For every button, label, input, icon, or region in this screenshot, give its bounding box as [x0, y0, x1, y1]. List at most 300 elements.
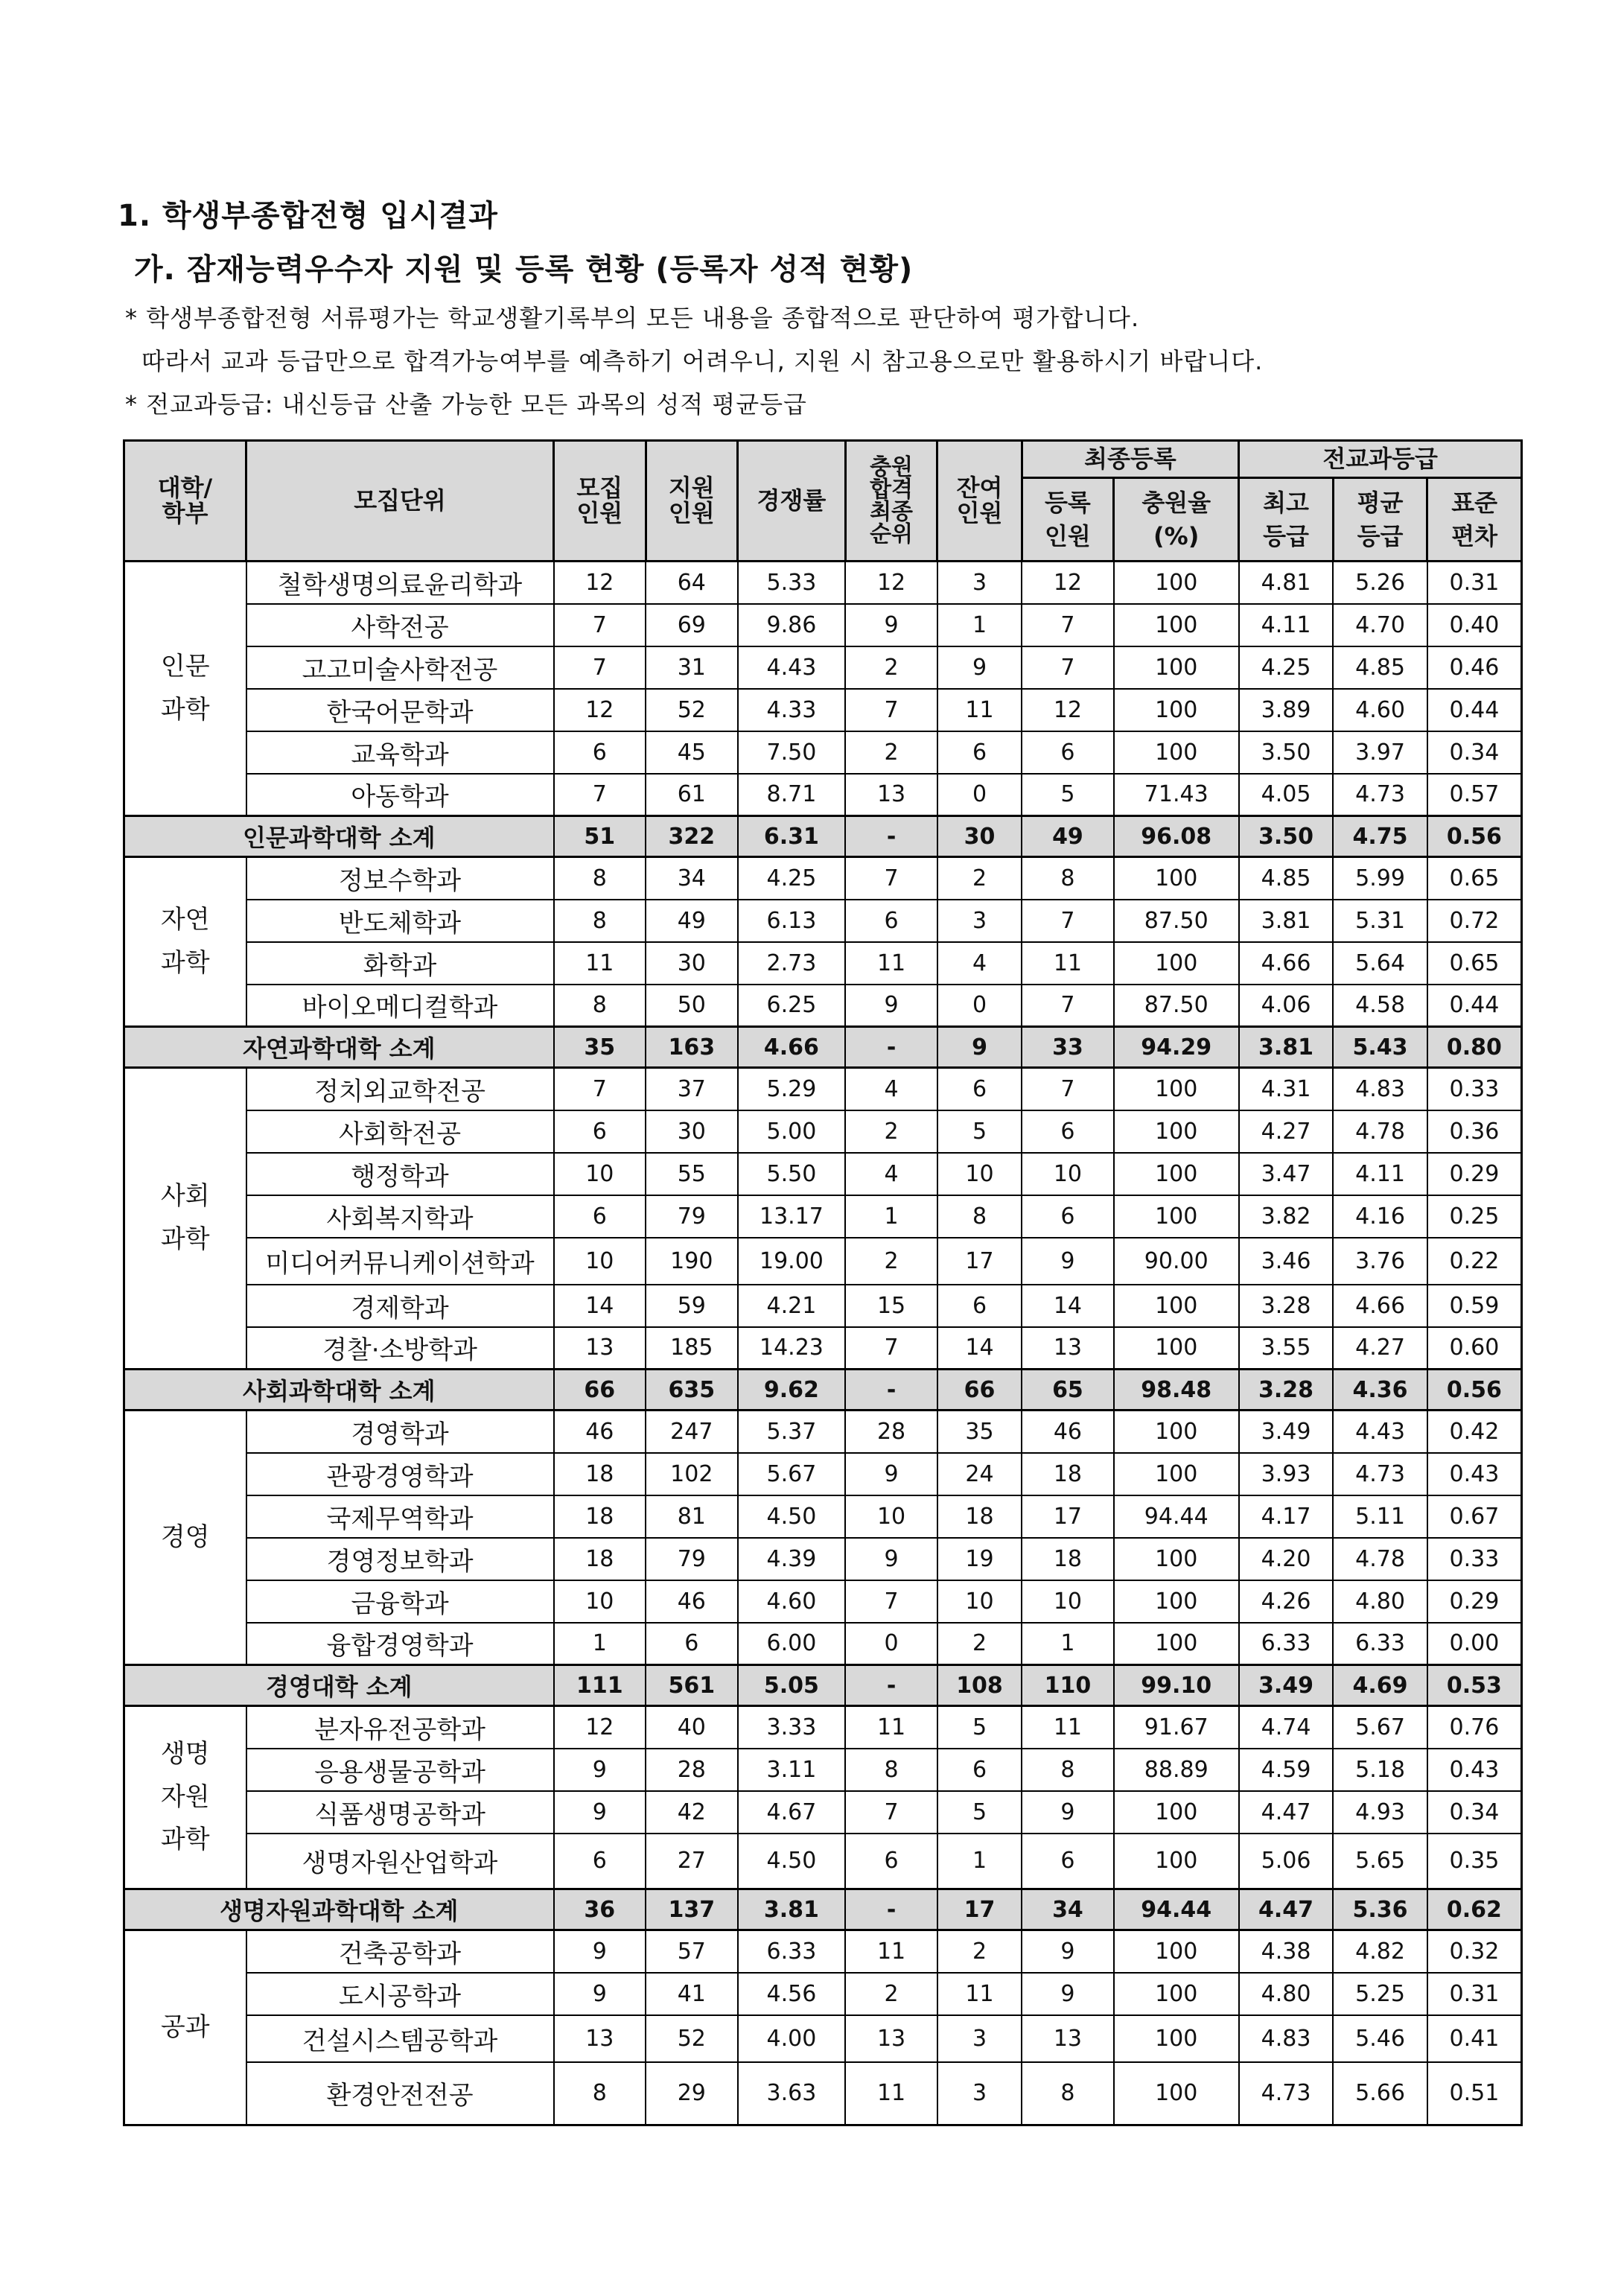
value-cell: 0.44: [1427, 689, 1522, 731]
value-cell: 0.33: [1427, 1068, 1522, 1110]
value-cell: 100: [1114, 1153, 1239, 1195]
value-cell: 12: [554, 1706, 646, 1749]
college-cell: 경영: [124, 1411, 246, 1665]
value-cell: 59: [646, 1285, 738, 1327]
table-row: [124, 1749, 1522, 1791]
value-cell: 100: [1114, 1623, 1239, 1665]
value-cell: 8: [1022, 1749, 1114, 1791]
subtotal-label: 자연과학대학 소계: [124, 1027, 554, 1068]
value-cell: 4.80: [1333, 1580, 1427, 1623]
value-cell: 87.50: [1114, 985, 1239, 1027]
value-cell: 1: [554, 1623, 646, 1665]
value-cell: 34: [646, 857, 738, 900]
value-cell: 8: [554, 2062, 646, 2125]
value-cell: 2: [845, 1110, 937, 1153]
value-cell: 13: [845, 2015, 937, 2062]
table-row: [124, 1580, 1522, 1623]
value-cell: 0.44: [1427, 985, 1522, 1027]
value-cell: 7: [554, 774, 646, 816]
value-cell: 9: [845, 604, 937, 646]
subtotal-row: [124, 816, 1522, 857]
value-cell: 0.33: [1427, 1538, 1522, 1580]
value-cell: 15: [845, 1285, 937, 1327]
value-cell: 24: [937, 1453, 1022, 1495]
value-cell: 6: [937, 1749, 1022, 1791]
value-cell: 9: [937, 646, 1022, 689]
table-row: [124, 1791, 1522, 1834]
value-cell: 0.42: [1427, 1411, 1522, 1453]
value-cell: 4.00: [738, 2015, 846, 2062]
value-cell: 7: [554, 604, 646, 646]
unit-cell: 국제무역학과: [246, 1495, 554, 1538]
value-cell: 30: [646, 1110, 738, 1153]
value-cell: 4.83: [1333, 1068, 1427, 1110]
value-cell: 100: [1114, 942, 1239, 985]
value-cell: 3.49: [1239, 1411, 1334, 1453]
value-cell: 4.73: [1333, 1453, 1427, 1495]
value-cell: 4: [937, 942, 1022, 985]
value-cell: 7.50: [738, 731, 846, 774]
value-cell: 6.33: [738, 1930, 846, 1973]
value-cell: 0.72: [1427, 900, 1522, 942]
value-cell: 7: [1022, 1068, 1114, 1110]
subtotal-label: 인문과학대학 소계: [124, 816, 554, 857]
value-cell: 3.50: [1239, 731, 1334, 774]
value-cell: 3.46: [1239, 1238, 1334, 1285]
value-cell: 5.67: [738, 1453, 846, 1495]
value-cell: 11: [937, 689, 1022, 731]
value-cell: 18: [937, 1495, 1022, 1538]
header-best-grade: 최고 등급: [1239, 478, 1334, 562]
value-cell: 247: [646, 1411, 738, 1453]
table-row: [124, 1538, 1522, 1580]
table-row: [124, 1238, 1522, 1285]
value-cell: 6: [554, 1110, 646, 1153]
value-cell: 19.00: [738, 1238, 846, 1285]
value-cell: 8: [1022, 2062, 1114, 2125]
unit-cell: 교육학과: [246, 731, 554, 774]
value-cell: 4.38: [1239, 1930, 1334, 1973]
subtotal-label: 생명자원과학대학 소계: [124, 1889, 554, 1930]
value-cell: 46: [554, 1411, 646, 1453]
value-cell: 12: [1022, 689, 1114, 731]
value-cell: 6.25: [738, 985, 846, 1027]
subtotal-value: 36: [554, 1889, 646, 1930]
value-cell: 4.56: [738, 1973, 846, 2015]
unit-cell: 식품생명공학과: [246, 1791, 554, 1834]
value-cell: 6: [937, 731, 1022, 774]
value-cell: 29: [646, 2062, 738, 2125]
value-cell: 3.55: [1239, 1327, 1334, 1370]
value-cell: 100: [1114, 1834, 1239, 1889]
subtotal-value: 322: [646, 816, 738, 857]
header-college: 대학/ 학부: [124, 441, 246, 562]
value-cell: 100: [1114, 1110, 1239, 1153]
value-cell: 4.43: [738, 646, 846, 689]
note-1: * 학생부종합전형 서류평가는 학교생활기록부의 모든 내용을 종합적으로 판단하여 평가합니다.: [125, 304, 1140, 332]
table-row: [124, 1930, 1522, 1973]
subtotal-value: 3.50: [1239, 816, 1334, 857]
unit-cell: 금융학과: [246, 1580, 554, 1623]
unit-cell: 경찰·소방학과: [246, 1327, 554, 1370]
value-cell: 3.33: [738, 1706, 846, 1749]
value-cell: 8: [845, 1749, 937, 1791]
value-cell: 3.93: [1239, 1453, 1334, 1495]
subtotal-value: 6.31: [738, 816, 846, 857]
value-cell: 5: [937, 1791, 1022, 1834]
value-cell: 2.73: [738, 942, 846, 985]
value-cell: 11: [845, 1930, 937, 1973]
subtotal-value: 33: [1022, 1027, 1114, 1068]
unit-cell: 사회복지학과: [246, 1195, 554, 1238]
value-cell: 64: [646, 562, 738, 604]
value-cell: 100: [1114, 1285, 1239, 1327]
header-avg-grade: 평균 등급: [1333, 478, 1427, 562]
value-cell: 31: [646, 646, 738, 689]
value-cell: 10: [937, 1153, 1022, 1195]
value-cell: 13: [554, 1327, 646, 1370]
value-cell: 4.20: [1239, 1538, 1334, 1580]
value-cell: 0.59: [1427, 1285, 1522, 1327]
subtotal-value: 5.36: [1333, 1889, 1427, 1930]
value-cell: 6: [554, 1195, 646, 1238]
value-cell: 4.11: [1333, 1153, 1427, 1195]
table-row: [124, 1706, 1522, 1749]
value-cell: 4.25: [738, 857, 846, 900]
value-cell: 90.00: [1114, 1238, 1239, 1285]
subtotal-value: 137: [646, 1889, 738, 1930]
value-cell: 3.89: [1239, 689, 1334, 731]
subtotal-row: [124, 1370, 1522, 1411]
value-cell: 0.43: [1427, 1749, 1522, 1791]
value-cell: 18: [554, 1538, 646, 1580]
header-grade-group: 전교과등급: [1239, 441, 1522, 478]
subtotal-value: 0.62: [1427, 1889, 1522, 1930]
value-cell: 7: [554, 1068, 646, 1110]
value-cell: 11: [554, 942, 646, 985]
section-heading: 1. 학생부종합전형 입시결과: [118, 199, 498, 233]
value-cell: 5.31: [1333, 900, 1427, 942]
value-cell: 46: [646, 1580, 738, 1623]
value-cell: 81: [646, 1495, 738, 1538]
value-cell: 10: [845, 1495, 937, 1538]
subtotal-value: 3.81: [738, 1889, 846, 1930]
value-cell: 0.60: [1427, 1327, 1522, 1370]
value-cell: 5.33: [738, 562, 846, 604]
value-cell: 4.78: [1333, 1110, 1427, 1153]
unit-cell: 환경안전전공: [246, 2062, 554, 2125]
value-cell: 4.05: [1239, 774, 1334, 816]
value-cell: 0.57: [1427, 774, 1522, 816]
value-cell: 45: [646, 731, 738, 774]
value-cell: 2: [845, 731, 937, 774]
value-cell: 94.44: [1114, 1495, 1239, 1538]
value-cell: 4.81: [1239, 562, 1334, 604]
value-cell: 5.37: [738, 1411, 846, 1453]
value-cell: 5: [937, 1110, 1022, 1153]
value-cell: 185: [646, 1327, 738, 1370]
value-cell: 10: [554, 1153, 646, 1195]
value-cell: 79: [646, 1195, 738, 1238]
value-cell: 52: [646, 2015, 738, 2062]
value-cell: 13: [1022, 2015, 1114, 2062]
value-cell: 0.32: [1427, 1930, 1522, 1973]
value-cell: 5.26: [1333, 562, 1427, 604]
subtotal-value: 561: [646, 1665, 738, 1706]
subtotal-value: 3.49: [1239, 1665, 1334, 1706]
unit-cell: 고고미술사학전공: [246, 646, 554, 689]
value-cell: 4.85: [1239, 857, 1334, 900]
value-cell: 14: [1022, 1285, 1114, 1327]
header-quota: 모집 인원: [554, 441, 646, 562]
value-cell: 3: [937, 2062, 1022, 2125]
table-row: [124, 646, 1522, 689]
subtotal-value: 49: [1022, 816, 1114, 857]
header-std-dev: 표준 편차: [1427, 478, 1522, 562]
value-cell: 6: [1022, 1834, 1114, 1889]
header-reg-count: 등록 인원: [1022, 478, 1114, 562]
value-cell: 11: [845, 2062, 937, 2125]
college-cell: 생명 자원 과학: [124, 1706, 246, 1889]
value-cell: 4.60: [738, 1580, 846, 1623]
value-cell: 69: [646, 604, 738, 646]
table-row: [124, 604, 1522, 646]
value-cell: 0: [845, 1623, 937, 1665]
value-cell: 0: [937, 774, 1022, 816]
note-3: * 전교과등급: 내신등급 산출 가능한 모든 과목의 성적 평균등급: [125, 390, 807, 419]
unit-cell: 정보수학과: [246, 857, 554, 900]
value-cell: 13: [1022, 1327, 1114, 1370]
value-cell: 1: [1022, 1623, 1114, 1665]
value-cell: 0.31: [1427, 562, 1522, 604]
subtotal-value: 108: [937, 1665, 1022, 1706]
subtotal-value: -: [845, 1370, 937, 1411]
header-ratio: 경쟁률: [738, 441, 846, 562]
value-cell: 4.73: [1333, 774, 1427, 816]
value-cell: 5: [937, 1706, 1022, 1749]
table-row: [124, 1973, 1522, 2015]
subsection-heading: 가. 잠재능력우수자 지원 및 등록 현황 (등록자 성적 현황): [134, 252, 914, 287]
value-cell: 7: [554, 646, 646, 689]
value-cell: 27: [646, 1834, 738, 1889]
value-cell: 9: [554, 1749, 646, 1791]
value-cell: 0.43: [1427, 1453, 1522, 1495]
value-cell: 4.16: [1333, 1195, 1427, 1238]
unit-cell: 행정학과: [246, 1153, 554, 1195]
value-cell: 5: [1022, 774, 1114, 816]
value-cell: 0.25: [1427, 1195, 1522, 1238]
subtotal-value: 66: [937, 1370, 1022, 1411]
value-cell: 13: [845, 774, 937, 816]
table-row: [124, 1327, 1522, 1370]
value-cell: 5.46: [1333, 2015, 1427, 2062]
value-cell: 35: [937, 1411, 1022, 1453]
header-unit: 모집단위: [246, 441, 554, 562]
value-cell: 4.59: [1239, 1749, 1334, 1791]
table-row: [124, 1285, 1522, 1327]
value-cell: 6: [646, 1623, 738, 1665]
unit-cell: 경제학과: [246, 1285, 554, 1327]
value-cell: 7: [845, 1791, 937, 1834]
value-cell: 6: [554, 1834, 646, 1889]
subtotal-value: 0.56: [1427, 816, 1522, 857]
value-cell: 55: [646, 1153, 738, 1195]
value-cell: 5.18: [1333, 1749, 1427, 1791]
table-row: [124, 689, 1522, 731]
value-cell: 5.67: [1333, 1706, 1427, 1749]
value-cell: 3.97: [1333, 731, 1427, 774]
table-row: [124, 1411, 1522, 1453]
header-remaining: 잔여 인원: [937, 441, 1022, 562]
subtotal-value: 635: [646, 1370, 738, 1411]
value-cell: 190: [646, 1238, 738, 1285]
value-cell: 9: [845, 1453, 937, 1495]
table-row: [124, 1495, 1522, 1538]
subtotal-value: -: [845, 1889, 937, 1930]
college-cell: 공과: [124, 1930, 246, 2125]
value-cell: 0.34: [1427, 731, 1522, 774]
unit-cell: 한국어문학과: [246, 689, 554, 731]
college-cell: 인문 과학: [124, 562, 246, 816]
table-row: [124, 900, 1522, 942]
subtotal-value: -: [845, 816, 937, 857]
subtotal-value: 98.48: [1114, 1370, 1239, 1411]
value-cell: 100: [1114, 1973, 1239, 2015]
value-cell: 4.27: [1333, 1327, 1427, 1370]
value-cell: 4.43: [1333, 1411, 1427, 1453]
value-cell: 14: [554, 1285, 646, 1327]
value-cell: 2: [937, 1930, 1022, 1973]
subtotal-value: 66: [554, 1370, 646, 1411]
value-cell: 5.50: [738, 1153, 846, 1195]
value-cell: 100: [1114, 1411, 1239, 1453]
value-cell: 0.46: [1427, 646, 1522, 689]
value-cell: 2: [845, 1238, 937, 1285]
header-fill-rate: 충원율 (%): [1114, 478, 1239, 562]
subtotal-value: 65: [1022, 1370, 1114, 1411]
table-row: [124, 1153, 1522, 1195]
value-cell: 11: [1022, 1706, 1114, 1749]
value-cell: 11: [937, 1973, 1022, 2015]
value-cell: 0.41: [1427, 2015, 1522, 2062]
value-cell: 18: [554, 1453, 646, 1495]
value-cell: 8: [554, 900, 646, 942]
table-row: [124, 942, 1522, 985]
value-cell: 0.40: [1427, 604, 1522, 646]
value-cell: 100: [1114, 1930, 1239, 1973]
admission-results-table: [123, 439, 1523, 2126]
unit-cell: 건축공학과: [246, 1930, 554, 1973]
value-cell: 8.71: [738, 774, 846, 816]
table-row: [124, 857, 1522, 900]
value-cell: 12: [554, 562, 646, 604]
value-cell: 4.47: [1239, 1791, 1334, 1834]
value-cell: 2: [937, 1623, 1022, 1665]
value-cell: 10: [937, 1580, 1022, 1623]
value-cell: 2: [845, 646, 937, 689]
value-cell: 1: [937, 604, 1022, 646]
value-cell: 6.00: [738, 1623, 846, 1665]
value-cell: 9: [554, 1791, 646, 1834]
value-cell: 57: [646, 1930, 738, 1973]
value-cell: 6.13: [738, 900, 846, 942]
table-row: [124, 774, 1522, 816]
value-cell: 9: [1022, 1238, 1114, 1285]
value-cell: 4.66: [1239, 942, 1334, 985]
value-cell: 4.85: [1333, 646, 1427, 689]
value-cell: 18: [554, 1495, 646, 1538]
value-cell: 100: [1114, 689, 1239, 731]
value-cell: 4: [845, 1153, 937, 1195]
value-cell: 6.33: [1333, 1623, 1427, 1665]
subtotal-value: 4.75: [1333, 816, 1427, 857]
unit-cell: 도시공학과: [246, 1973, 554, 2015]
value-cell: 2: [937, 857, 1022, 900]
value-cell: 13: [554, 2015, 646, 2062]
value-cell: 1: [937, 1834, 1022, 1889]
unit-cell: 사학전공: [246, 604, 554, 646]
value-cell: 6: [937, 1068, 1022, 1110]
value-cell: 0.31: [1427, 1973, 1522, 2015]
value-cell: 100: [1114, 1538, 1239, 1580]
value-cell: 5.11: [1333, 1495, 1427, 1538]
subtotal-value: 17: [937, 1889, 1022, 1930]
value-cell: 6.33: [1239, 1623, 1334, 1665]
subtotal-value: 4.47: [1239, 1889, 1334, 1930]
value-cell: 3: [937, 562, 1022, 604]
subtotal-value: 51: [554, 816, 646, 857]
value-cell: 4.78: [1333, 1538, 1427, 1580]
value-cell: 5.00: [738, 1110, 846, 1153]
subtotal-value: 3.81: [1239, 1027, 1334, 1068]
value-cell: 5.64: [1333, 942, 1427, 985]
value-cell: 4.93: [1333, 1791, 1427, 1834]
value-cell: 4.50: [738, 1495, 846, 1538]
value-cell: 1: [845, 1195, 937, 1238]
value-cell: 102: [646, 1453, 738, 1495]
value-cell: 9: [1022, 1973, 1114, 2015]
college-cell: 자연 과학: [124, 857, 246, 1027]
value-cell: 7: [845, 689, 937, 731]
value-cell: 7: [1022, 900, 1114, 942]
value-cell: 4.27: [1239, 1110, 1334, 1153]
value-cell: 5.66: [1333, 2062, 1427, 2125]
value-cell: 11: [845, 942, 937, 985]
value-cell: 8: [554, 985, 646, 1027]
value-cell: 100: [1114, 562, 1239, 604]
value-cell: 17: [937, 1238, 1022, 1285]
value-cell: 9: [554, 1930, 646, 1973]
note-2: 따라서 교과 등급만으로 합격가능여부를 예측하기 어려우니, 지원 시 참고용으로만 활용하시기 바랍니다.: [141, 347, 1264, 375]
value-cell: 8: [937, 1195, 1022, 1238]
subtotal-value: 0.80: [1427, 1027, 1522, 1068]
college-cell: 사회 과학: [124, 1068, 246, 1370]
subtotal-value: 94.29: [1114, 1027, 1239, 1068]
value-cell: 0.35: [1427, 1834, 1522, 1889]
value-cell: 0.29: [1427, 1580, 1522, 1623]
value-cell: 9: [554, 1973, 646, 2015]
value-cell: 28: [845, 1411, 937, 1453]
unit-cell: 건설시스템공학과: [246, 2015, 554, 2062]
unit-cell: 사회학전공: [246, 1110, 554, 1153]
value-cell: 0.29: [1427, 1153, 1522, 1195]
unit-cell: 생명자원산업학과: [246, 1834, 554, 1889]
subtotal-value: 111: [554, 1665, 646, 1706]
value-cell: 100: [1114, 731, 1239, 774]
value-cell: 4.26: [1239, 1580, 1334, 1623]
subtotal-row: [124, 1665, 1522, 1706]
value-cell: 30: [646, 942, 738, 985]
